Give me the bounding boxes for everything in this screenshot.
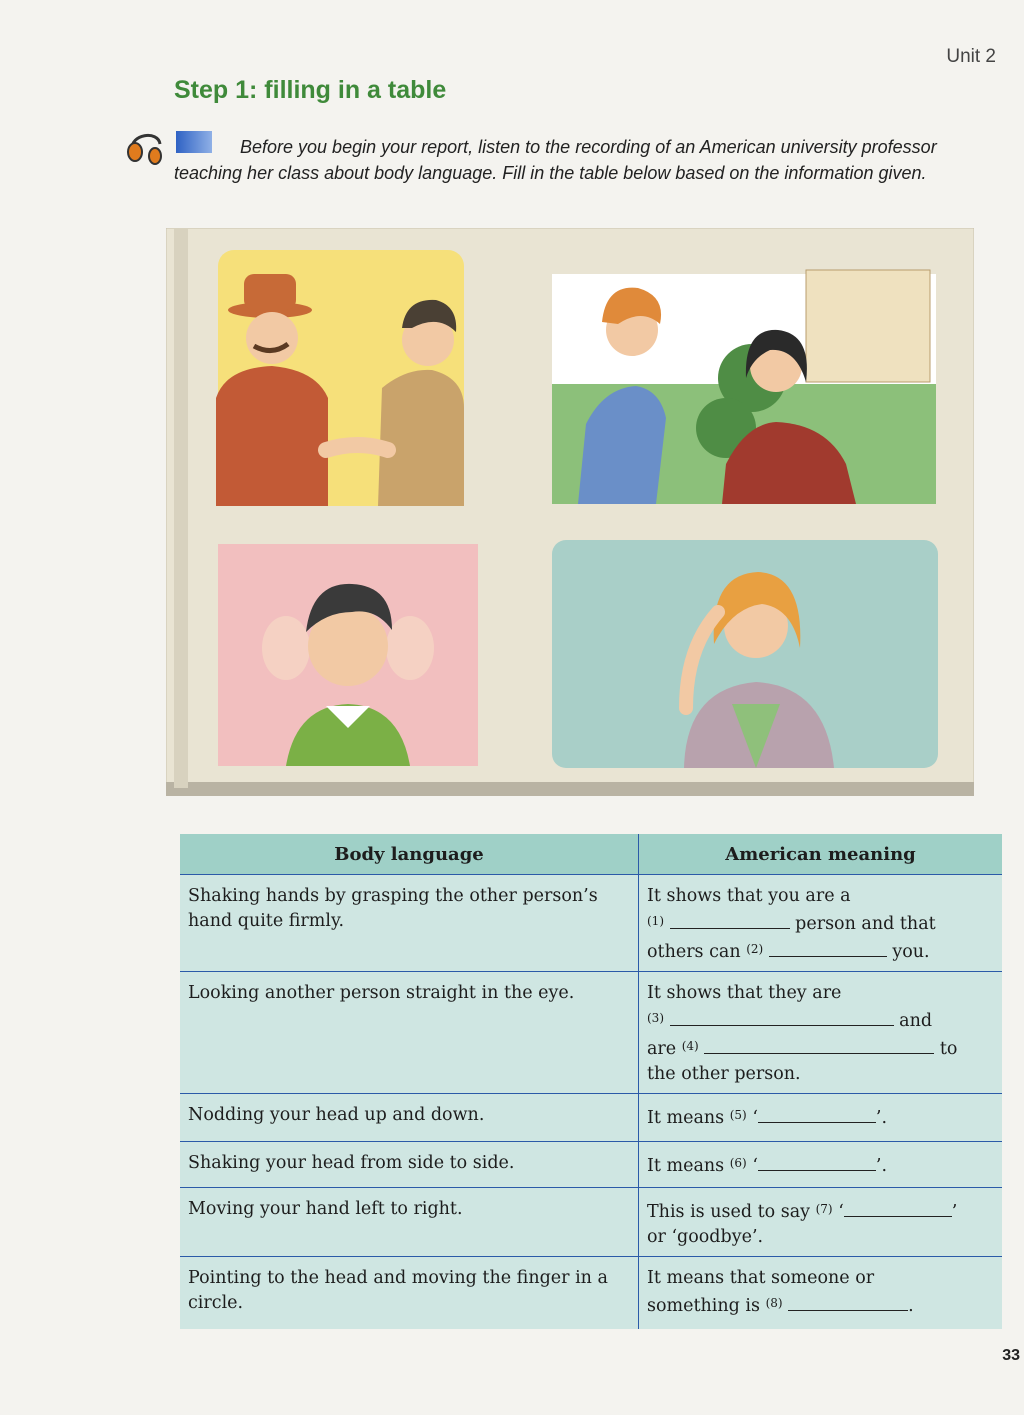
blank-number: (5) bbox=[729, 1108, 747, 1122]
table-row bbox=[180, 1257, 1002, 1329]
answer-blank-8[interactable] bbox=[788, 1294, 908, 1311]
table-header-row bbox=[180, 834, 1002, 875]
blank-number: (2) bbox=[746, 942, 764, 956]
answer-blank-2[interactable] bbox=[769, 940, 887, 957]
table-row bbox=[180, 1142, 1002, 1188]
header-american-meaning: American meaning bbox=[639, 834, 1003, 875]
body-language-cell: Looking another person straight in the eye. bbox=[180, 972, 639, 1094]
page-number: 33 bbox=[1002, 1347, 1020, 1364]
answer-blank-5[interactable] bbox=[758, 1106, 876, 1123]
quote-close: ’. bbox=[875, 1108, 888, 1128]
blank-number: (6) bbox=[729, 1156, 747, 1170]
thinking-panel bbox=[552, 540, 938, 768]
meaning-text: This is used to say bbox=[647, 1202, 811, 1222]
headphone-icon bbox=[124, 128, 168, 173]
answer-blank-4[interactable] bbox=[704, 1037, 934, 1054]
quote-close: ’. bbox=[875, 1156, 888, 1176]
meaning-text: person and that bbox=[795, 914, 936, 934]
meaning-text: It shows that you are a bbox=[647, 886, 851, 906]
meaning-text: something is bbox=[647, 1296, 760, 1316]
quote-close: ’ bbox=[951, 1202, 958, 1222]
meaning-text: are bbox=[647, 1039, 677, 1059]
meaning-cell bbox=[639, 875, 1003, 972]
greeting-panel bbox=[552, 270, 936, 504]
meaning-text: It shows that they are bbox=[647, 983, 842, 1003]
answer-blank-1[interactable] bbox=[670, 912, 790, 929]
meaning-cell bbox=[639, 1257, 1003, 1329]
answer-blank-3[interactable] bbox=[670, 1009, 894, 1026]
blank-number: (8) bbox=[765, 1296, 783, 1310]
meaning-cell bbox=[639, 1094, 1003, 1142]
table-row bbox=[180, 1094, 1002, 1142]
meaning-text: the other person. bbox=[647, 1064, 801, 1084]
body-language-cell: Moving your hand left to right. bbox=[180, 1188, 639, 1257]
step-title: Step 1: filling in a table bbox=[174, 76, 447, 104]
answer-blank-6[interactable] bbox=[758, 1154, 876, 1171]
body-language-table bbox=[180, 834, 1002, 1329]
blank-number: (3) bbox=[647, 1011, 664, 1025]
head-shake-panel bbox=[218, 544, 478, 766]
meaning-text: It means bbox=[647, 1156, 725, 1176]
body-language-cell: Pointing to the head and moving the finger in a circle. bbox=[180, 1257, 639, 1329]
body-language-cell: Shaking hands by grasping the other person’s hand quite firmly. bbox=[180, 875, 639, 972]
blank-number: (4) bbox=[681, 1039, 699, 1053]
meaning-cell bbox=[639, 972, 1003, 1094]
meaning-text: or ‘goodbye’. bbox=[647, 1227, 764, 1247]
table-row bbox=[180, 875, 1002, 972]
quote-open: ‘ bbox=[752, 1108, 758, 1128]
body-language-cell: Shaking your head from side to side. bbox=[180, 1142, 639, 1188]
header-body-language: Body language bbox=[180, 834, 639, 875]
meaning-text: . bbox=[908, 1296, 914, 1316]
handshake-panel bbox=[216, 250, 464, 506]
meaning-cell bbox=[639, 1142, 1003, 1188]
body-language-cell: Nodding your head up and down. bbox=[180, 1094, 639, 1142]
quote-open: ‘ bbox=[752, 1156, 758, 1176]
unit-label: Unit 2 bbox=[946, 46, 996, 67]
blank-number: (7) bbox=[815, 1202, 833, 1216]
table-row bbox=[180, 972, 1002, 1094]
meaning-text: It means bbox=[647, 1108, 725, 1128]
meaning-text: to bbox=[939, 1039, 958, 1059]
meaning-text: It means that someone or bbox=[647, 1268, 875, 1288]
meaning-cell bbox=[639, 1188, 1003, 1257]
blank-number: (1) bbox=[647, 914, 664, 928]
instructions-text: Before you begin your report, listen to the recording of an American university professor teaching her class about body language. Fill in the table below based on the information given. bbox=[174, 137, 937, 183]
meaning-text: and bbox=[899, 1011, 933, 1031]
meaning-text: others can bbox=[647, 942, 741, 962]
meaning-text: you. bbox=[892, 942, 930, 962]
table-row bbox=[180, 1188, 1002, 1257]
quote-open: ‘ bbox=[838, 1202, 844, 1222]
illustration-book bbox=[166, 228, 974, 798]
answer-blank-7[interactable] bbox=[844, 1200, 952, 1217]
